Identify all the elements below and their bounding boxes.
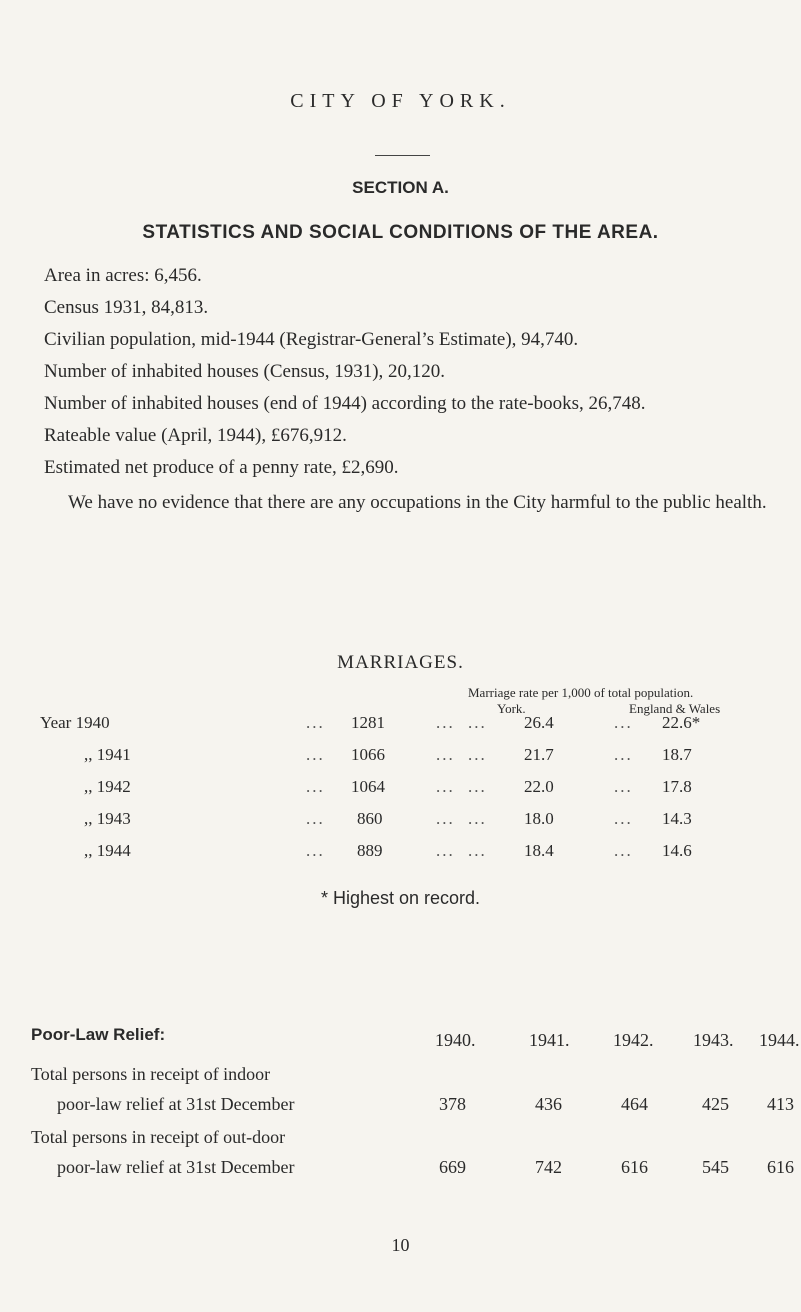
marriages-title: MARRIAGES. bbox=[337, 652, 464, 673]
row-value: 425 bbox=[702, 1094, 729, 1114]
leader-dots: ... bbox=[614, 841, 633, 860]
row-label: Total persons in receipt of out-door bbox=[31, 1127, 286, 1147]
poor-law-year: 1940. bbox=[435, 1030, 476, 1050]
col-head-england: England & Wales bbox=[629, 701, 721, 716]
leader-dots: ... bbox=[436, 809, 455, 828]
row-value: 464 bbox=[621, 1094, 648, 1114]
fact-area: Area in acres: 6,456. bbox=[44, 265, 202, 286]
leader-dots: ... bbox=[306, 745, 325, 764]
row-year: Year 1940 bbox=[40, 713, 110, 732]
marriages-caption: Marriage rate per 1,000 of total population. bbox=[468, 685, 694, 700]
leader-dots: ... bbox=[306, 713, 325, 732]
leader-dots: ... bbox=[306, 809, 325, 828]
row-count: 860 bbox=[357, 809, 383, 828]
row-value: 616 bbox=[767, 1157, 794, 1177]
leader-dots: ... bbox=[436, 777, 455, 796]
fact-population: Civilian population, mid-1944 (Registrar-General’s Estimate), 94,740. bbox=[44, 329, 579, 350]
row-england-rate: 14.6 bbox=[662, 841, 692, 860]
leader-dots: ... bbox=[436, 745, 455, 764]
leader-dots: ... bbox=[614, 809, 633, 828]
leader-dots: ... bbox=[468, 809, 487, 828]
row-value: 378 bbox=[439, 1094, 466, 1114]
row-value: 742 bbox=[535, 1157, 562, 1177]
leader-dots: ... bbox=[306, 777, 325, 796]
row-england-rate: 18.7 bbox=[662, 745, 692, 764]
divider-rule bbox=[375, 155, 430, 156]
row-count: 1066 bbox=[351, 745, 385, 764]
row-year: ,, 1944 bbox=[84, 841, 131, 860]
row-label: poor-law relief at 31st December bbox=[57, 1157, 295, 1177]
row-count: 889 bbox=[357, 841, 383, 860]
fact-penny-rate: Estimated net produce of a penny rate, £2,690. bbox=[44, 457, 399, 478]
fact-houses-rate-books: Number of inhabited houses (end of 1944) according to the rate-books, 26,748. bbox=[44, 393, 646, 414]
poor-law-year: 1942. bbox=[613, 1030, 654, 1050]
poor-law-year: 1943. bbox=[693, 1030, 734, 1050]
leader-dots: ... bbox=[468, 777, 487, 796]
leader-dots: ... bbox=[436, 713, 455, 732]
row-york-rate: 22.0 bbox=[524, 777, 554, 796]
row-value: 413 bbox=[767, 1094, 794, 1114]
row-label: Total persons in receipt of indoor bbox=[31, 1064, 271, 1084]
row-value: 545 bbox=[702, 1157, 729, 1177]
row-year: ,, 1942 bbox=[84, 777, 131, 796]
row-year: ,, 1941 bbox=[84, 745, 131, 764]
leader-dots: ... bbox=[436, 841, 455, 860]
poor-law-year: 1944. bbox=[759, 1030, 800, 1050]
leader-dots: ... bbox=[468, 713, 487, 732]
running-head: CITY OF YORK. bbox=[290, 90, 511, 112]
leader-dots: ... bbox=[614, 777, 633, 796]
fact-houses-census: Number of inhabited houses (Census, 1931), 20,120. bbox=[44, 361, 446, 382]
row-york-rate: 26.4 bbox=[524, 713, 554, 732]
row-value: 616 bbox=[621, 1157, 648, 1177]
fact-rateable-value: Rateable value (April, 1944), £676,912. bbox=[44, 425, 347, 446]
section-title: SECTION A. bbox=[352, 178, 449, 197]
leader-dots: ... bbox=[614, 745, 633, 764]
marriages-footnote: * Highest on record. bbox=[320, 888, 481, 908]
occupations-paragraph: We have no evidence that there are any occupations in the City harmful to the public health. bbox=[68, 492, 767, 513]
leader-dots: ... bbox=[468, 841, 487, 860]
row-count: 1281 bbox=[351, 713, 385, 732]
main-heading: STATISTICS AND SOCIAL CONDITIONS OF THE AREA. bbox=[142, 222, 659, 243]
row-value: 436 bbox=[535, 1094, 562, 1114]
row-england-rate: 22.6* bbox=[662, 713, 701, 732]
row-york-rate: 18.4 bbox=[524, 841, 554, 860]
row-england-rate: 17.8 bbox=[662, 777, 692, 796]
col-head-york: York. bbox=[497, 701, 526, 716]
row-york-rate: 18.0 bbox=[524, 809, 554, 828]
row-england-rate: 14.3 bbox=[662, 809, 692, 828]
leader-dots: ... bbox=[468, 745, 487, 764]
row-label: poor-law relief at 31st December bbox=[57, 1094, 295, 1114]
leader-dots: ... bbox=[614, 713, 633, 732]
poor-law-year: 1941. bbox=[529, 1030, 570, 1050]
row-count: 1064 bbox=[351, 777, 385, 796]
leader-dots: ... bbox=[306, 841, 325, 860]
row-year: ,, 1943 bbox=[84, 809, 131, 828]
row-value: 669 bbox=[439, 1157, 466, 1177]
fact-census: Census 1931, 84,813. bbox=[44, 297, 209, 318]
page-number: 10 bbox=[391, 1235, 410, 1255]
row-york-rate: 21.7 bbox=[524, 745, 554, 764]
poor-law-title: Poor-Law Relief: bbox=[31, 1025, 166, 1044]
